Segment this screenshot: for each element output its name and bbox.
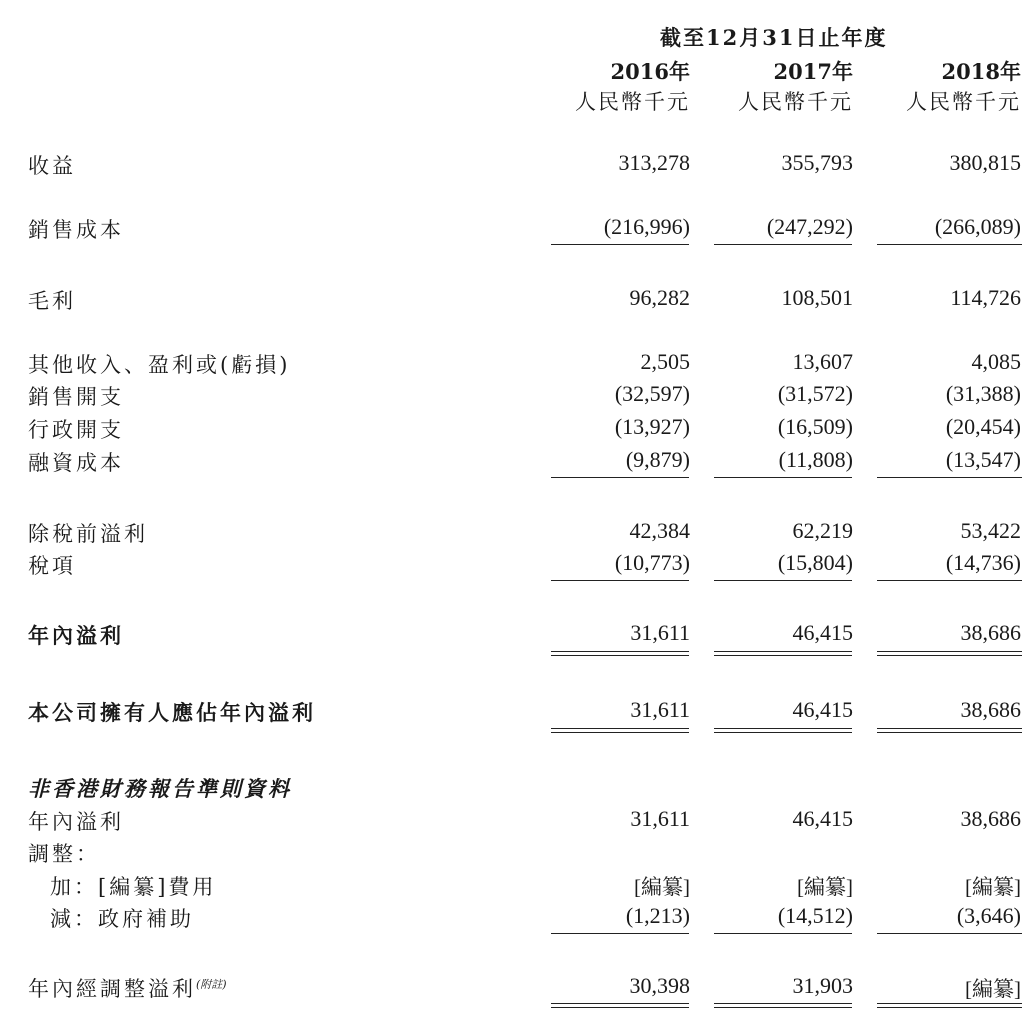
other-income-label: 其他收入、盈利或(虧損) [28, 353, 291, 377]
admin-expenses-2016: (13,927) [614, 414, 690, 439]
note-reference: (附註) [196, 978, 227, 991]
gross-profit-label: 毛利 [28, 289, 76, 313]
unit-2018: 人民幣千元 [906, 90, 1021, 114]
profit-before-tax-2016: 42,384 [629, 518, 690, 543]
nh-profit-2018: 38,686 [960, 806, 1021, 831]
underline [551, 933, 689, 934]
year-2017-header: 2017年 [773, 59, 853, 84]
other-income-2017: 13,607 [792, 349, 853, 374]
revenue-2017: 355,793 [781, 150, 853, 175]
less-2018: (3,646) [956, 903, 1021, 928]
revenue-2016: 313,278 [618, 150, 690, 175]
double-underline [551, 728, 689, 733]
finance-costs-label: 融資成本 [28, 451, 124, 475]
underline [714, 477, 852, 478]
year-2016-header: 2016年 [610, 59, 690, 84]
period-header: 截至12月31日止年度 [660, 25, 888, 50]
finance-costs-2018: (13,547) [945, 447, 1021, 472]
selling-expenses-2018: (31,388) [945, 381, 1021, 406]
profit-for-year-2016: 31,611 [630, 620, 690, 645]
double-underline [714, 651, 852, 656]
adjusted-profit-2016: 30,398 [629, 973, 690, 998]
nh-profit-2016: 31,611 [630, 806, 690, 831]
gross-profit-2016: 96,282 [629, 285, 690, 310]
other-income-2016: 2,505 [640, 349, 690, 374]
finance-costs-2017: (11,808) [778, 447, 853, 472]
finance-costs-2016: (9,879) [625, 447, 690, 472]
admin-expenses-label: 行政開支 [28, 418, 124, 442]
profit-attributable-2018: 38,686 [960, 697, 1021, 722]
unit-2016: 人民幣千元 [575, 90, 690, 114]
profit-attributable-label: 本公司擁有人應佔年內溢利 [28, 700, 316, 725]
admin-expenses-2017: (16,509) [777, 414, 853, 439]
add-listing-expenses-label: 加：[編纂]費用 [50, 875, 217, 899]
adjusted-profit-2017: 31,903 [792, 973, 853, 998]
cost-of-sales-2018: (266,089) [934, 214, 1021, 239]
underline [714, 933, 852, 934]
add-2018: [編纂] [965, 875, 1021, 899]
less-2016: (1,213) [625, 903, 690, 928]
nh-profit-2017: 46,415 [792, 806, 853, 831]
double-underline [877, 651, 1022, 656]
profit-before-tax-label: 除稅前溢利 [28, 522, 148, 546]
revenue-2018: 380,815 [949, 150, 1021, 175]
double-underline [877, 1003, 1022, 1008]
double-underline [551, 1003, 689, 1008]
adjusted-profit-label [28, 973, 227, 1003]
underline [551, 244, 689, 245]
gross-profit-2017: 108,501 [781, 285, 853, 310]
year-2018-header: 2018年 [941, 59, 1021, 84]
admin-expenses-2018: (20,454) [945, 414, 1021, 439]
profit-for-year-2018: 38,686 [960, 620, 1021, 645]
less-2017: (14,512) [777, 903, 853, 928]
gross-profit-2018: 114,726 [950, 285, 1021, 310]
revenue-label: 收益 [28, 154, 76, 178]
add-2016: [編纂] [634, 875, 690, 899]
profit-before-tax-2018: 53,422 [960, 518, 1021, 543]
non-hkfrs-title: 非香港財務報告準則資料 [28, 776, 292, 801]
adjustments-label: 調整： [28, 842, 100, 866]
profit-attributable-2016: 31,611 [630, 697, 690, 722]
tax-2018: (14,736) [945, 550, 1021, 575]
underline [551, 580, 689, 581]
underline [877, 933, 1022, 934]
tax-2016: (10,773) [614, 550, 690, 575]
profit-attributable-2017: 46,415 [792, 697, 853, 722]
double-underline [877, 728, 1022, 733]
unit-2017: 人民幣千元 [738, 90, 853, 114]
double-underline [714, 1003, 852, 1008]
underline [714, 580, 852, 581]
selling-expenses-2016: (32,597) [614, 381, 690, 406]
tax-label: 稅項 [28, 554, 76, 578]
other-income-2018: 4,085 [971, 349, 1021, 374]
underline [877, 477, 1022, 478]
underline [877, 244, 1022, 245]
tax-2017: (15,804) [777, 550, 853, 575]
selling-expenses-2017: (31,572) [777, 381, 853, 406]
underline [551, 477, 689, 478]
selling-expenses-label: 銷售開支 [28, 385, 124, 409]
cost-of-sales-2016: (216,996) [603, 214, 690, 239]
adjusted-profit-text: 年內經調整溢利 [28, 977, 196, 1001]
double-underline [714, 728, 852, 733]
add-2017: [編纂] [797, 875, 853, 899]
cost-of-sales-label: 銷售成本 [28, 218, 124, 242]
cost-of-sales-2017: (247,292) [766, 214, 853, 239]
less-government-grants-label: 減：政府補助 [50, 907, 194, 931]
profit-for-year-label: 年內溢利 [28, 623, 124, 648]
nh-profit-for-year-label: 年內溢利 [28, 810, 124, 834]
underline [714, 244, 852, 245]
double-underline [551, 651, 689, 656]
profit-before-tax-2017: 62,219 [792, 518, 853, 543]
adjusted-profit-2018: [編纂] [965, 977, 1021, 1001]
profit-for-year-2017: 46,415 [792, 620, 853, 645]
underline [877, 580, 1022, 581]
